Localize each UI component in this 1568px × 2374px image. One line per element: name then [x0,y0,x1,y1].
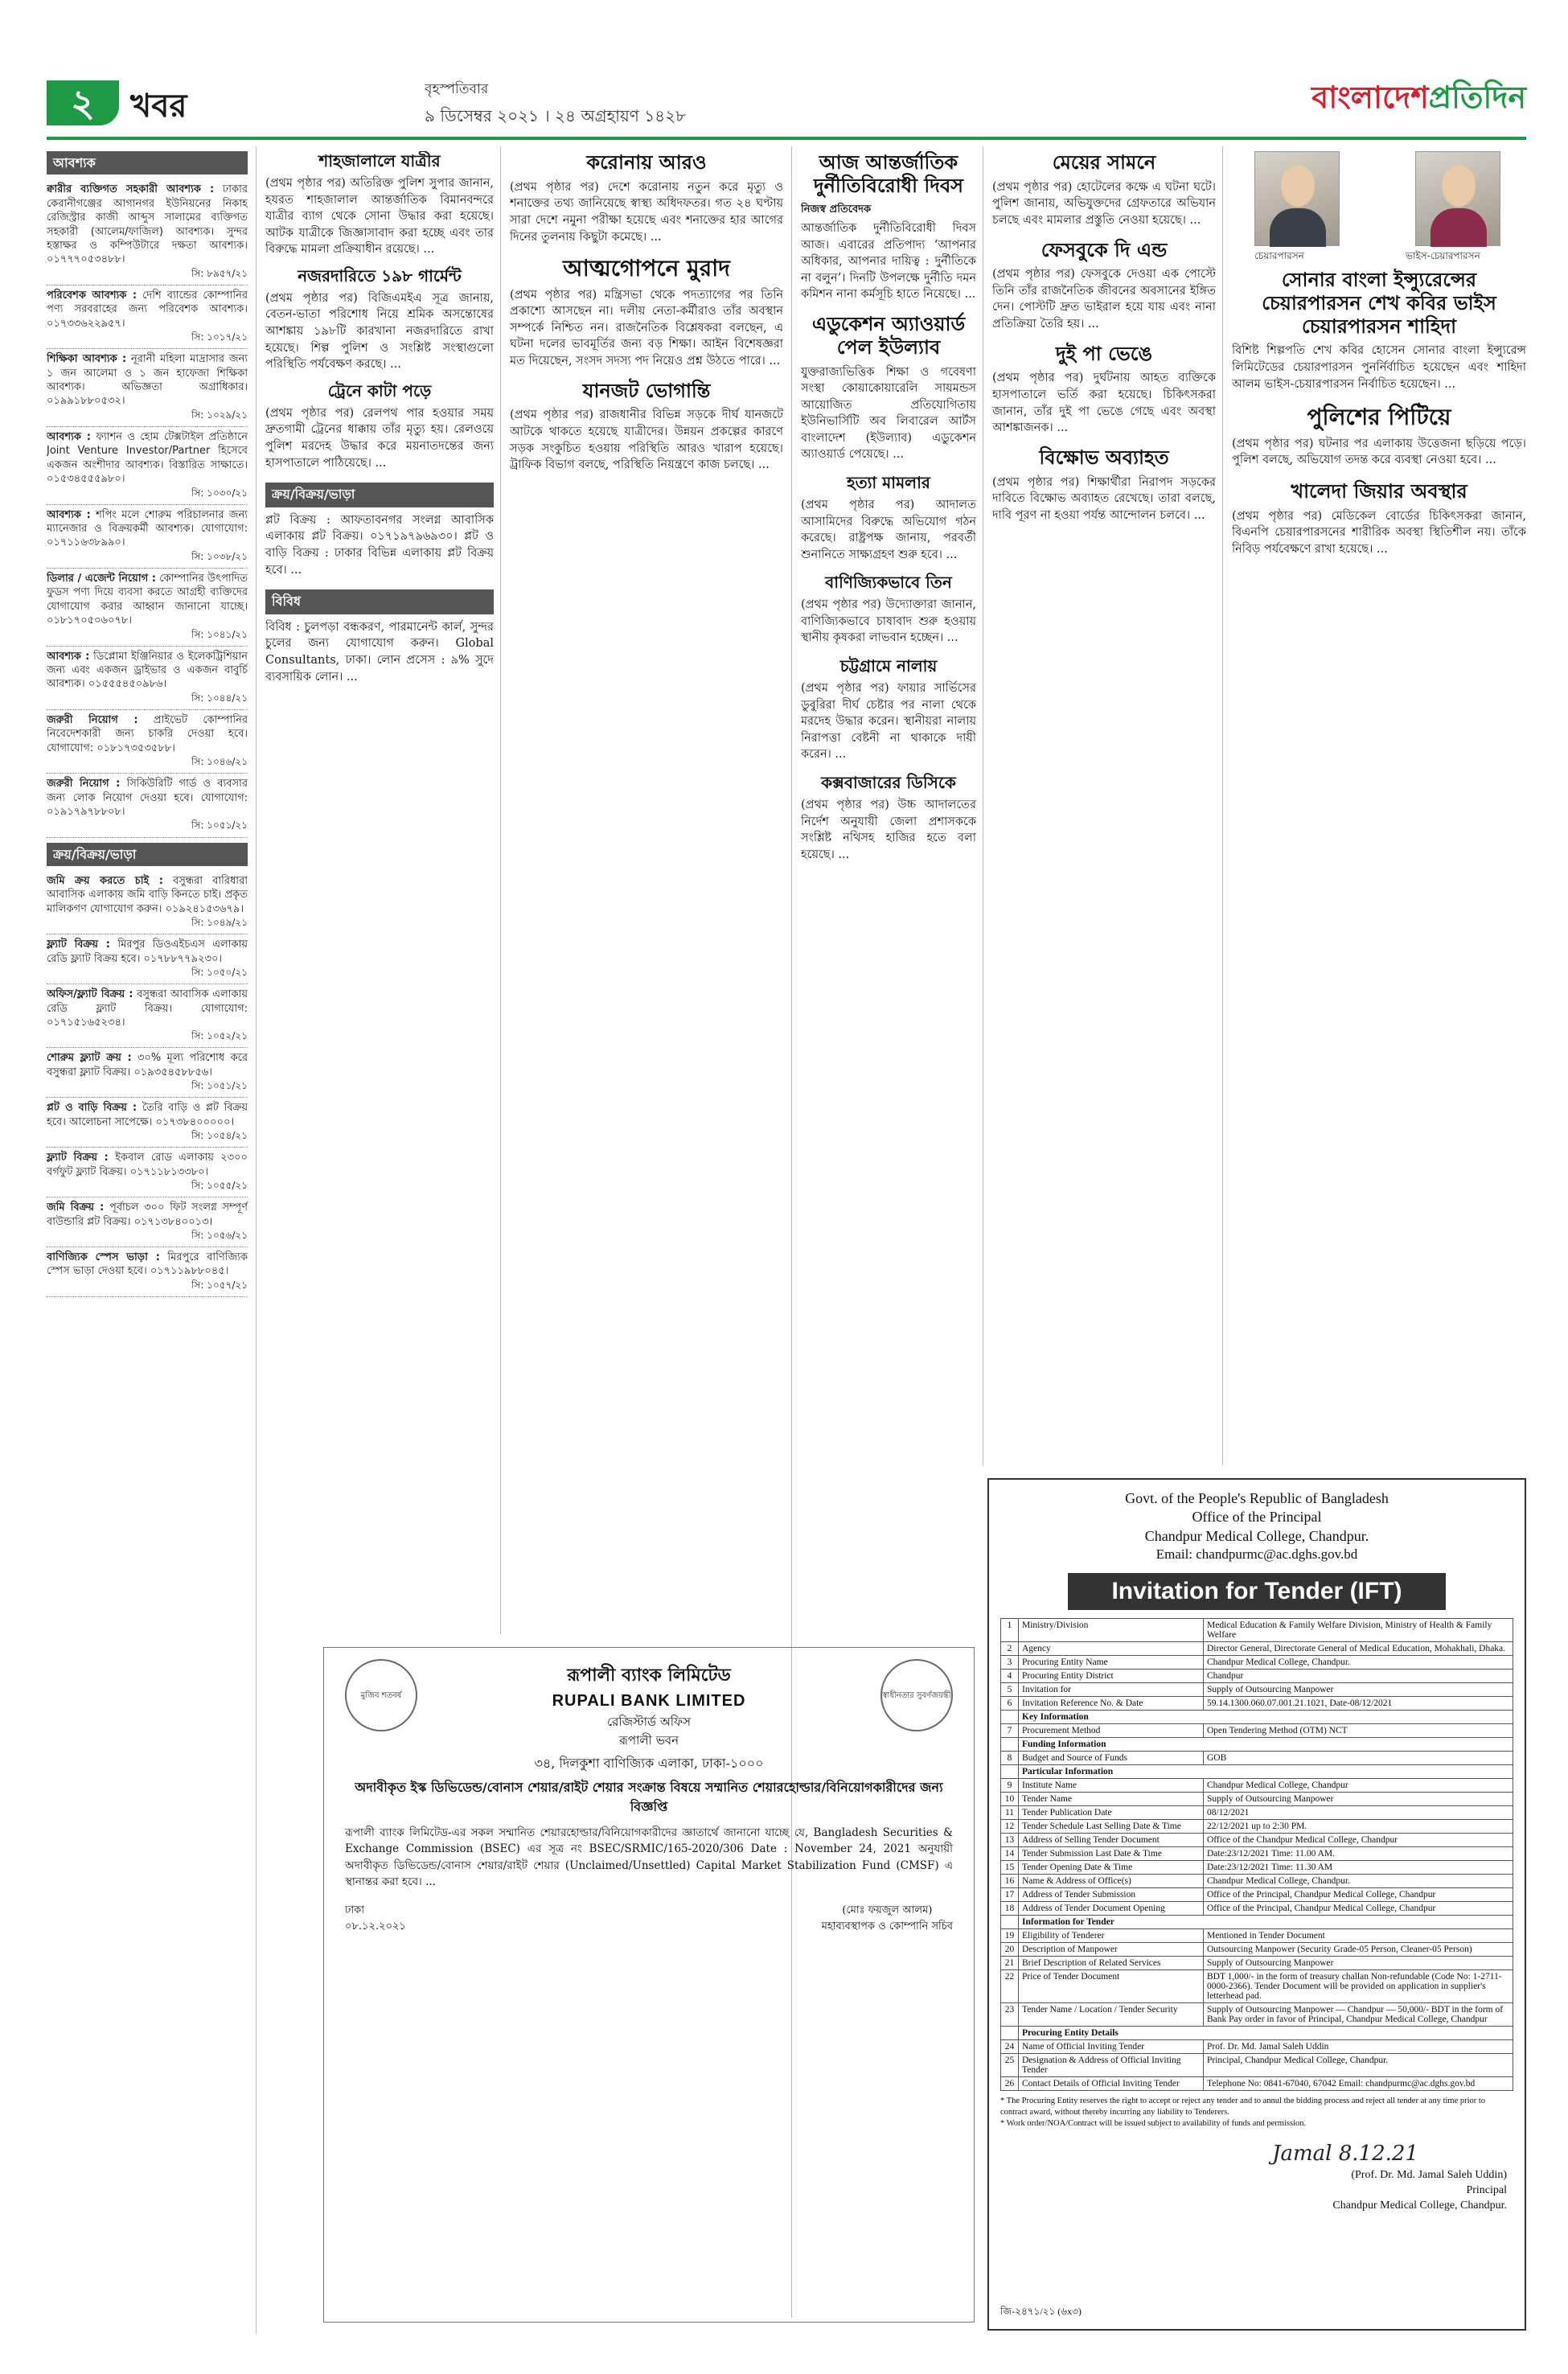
notice-signer-title: মহাব্যবস্থাপক ও কোম্পানি সচিব [821,1920,953,1932]
classified-code: সি: ১০৫৬/২১ [191,1229,248,1241]
tender-row-label: Procuring Entity Details [1019,2027,1513,2040]
classified-ad [47,1247,248,1297]
headline: বাণিজ্যিকভাবে তিন [825,573,952,593]
tender-row-value: Chandpur [1204,1670,1513,1683]
classified-code: সি: ১০৫১/২১ [191,819,248,832]
tender-row-value: Office of the Principal, Chandpur Medical College, Chandpur [1204,1888,1513,1902]
tender-row-value: Open Tendering Method (OTM) NCT [1204,1724,1513,1738]
tender-row-value: Principal, Chandpur Medical College, Chandpur. [1204,2054,1513,2077]
classified-ad [47,984,248,1048]
newspaper-logo [1311,74,1526,125]
classified-code: সি: ১০৫০/২১ [191,967,248,979]
column-6 [1232,269,1526,1470]
tender-row [1001,1806,1513,1820]
tender-row [1001,1619,1513,1642]
classified-code: সি: ১০৩৮/২১ [191,550,248,562]
tender-row-value: Office of the Chandpur Medical College, Chandpur [1204,1834,1513,1847]
classified-code: সি: ১০৩০/২১ [191,487,248,499]
headline: চট্টগ্রামে নালায় [839,656,938,676]
story-text: (প্রথম পৃষ্ঠার পর) ফেসবুকে দেওয়া এক পোস্টে তিনি তাঁর রাজনৈতিক জীবনের অবসানের ইঙ্গিত দেন। পোস্টটি দ্রুত ভাইরাল হয়ে যায় এবং নানা প্রতিক্রিয়া তৈরি হয়। ... [992,268,1216,331]
tender-row [1001,1847,1513,1861]
classified-lead: ফ্ল্যাট বিক্রয় : [47,939,111,951]
jubilee-seal-icon: স্বাধীনতার সুবর্ণজয়ন্তী [880,1659,953,1731]
tender-row-label: Name of Official Inviting Tender [1019,2040,1204,2054]
tender-row-number: 3 [1001,1656,1019,1670]
story-text: (প্রথম পৃষ্ঠার পর) অতিরিক্ত পুলিশ সুপার জানান, হযরত শাহজালাল আন্তর্জাতিক বিমানবন্দরে যাত্রীর ব্যাগ থেকে সোনা উদ্ধার করা হয়েছে। আটক যাত্রীকে জিজ্ঞাসাবাদ করা হচ্ছে এবং তার বিরুদ্ধে মামলা প্রক্রিয়াধীন রয়েছে। ... [265,177,494,257]
classified-lead: পরিবেশক আবশ্যক : [47,289,138,302]
email-line: Email: chandpurmc@ac.dghs.gov.bd [1155,1546,1358,1563]
classified-lead: আবশ্যক : [47,650,90,663]
story-text: (প্রথম পৃষ্ঠার পর) ফায়ার সার্ভিসের ডুবুরিরা দীর্ঘ চেষ্টার পর নালা থেকে মরদেহ উদ্ধার করেন। স্থানীয়রা নালায় নিরাপত্তা বেষ্টনী না থাকাকে দায়ী করেন। ... [801,682,976,762]
story-text: (প্রথম পৃষ্ঠার পর) হোটেলের কক্ষে এ ঘটনা ঘটে। পুলিশ জানায়, অভিযুক্তদের গ্রেফতারে অভিযান চলছে এবং মামলার প্রস্তুতি নেওয়া হয়েছে। ... [992,180,1216,227]
classified-text: তৈরি বাড়ি ও প্লট বিক্রয় হবে। আলোচনা সাপেক্ষে। ০১৭৩৮৪০০০০০। [47,1102,248,1128]
classified-ad [47,934,248,984]
tender-row [1001,1861,1513,1875]
story-text: (প্রথম পৃষ্ঠার পর) বিজিএমইএ সূত্র জানায়, বেতন-ভাতা পরিশোধ নিয়ে শ্রমিক অসন্তোষের আশঙ্কায় ১৯৮টি কারখানা নজরদারিতে রাখা হয়েছে। শিল্প পুলিশ ও সংশ্লিষ্ট সংস্থাগুলো পরিস্থিতি পর্যবেক্ষণ করছে। ... [265,291,494,372]
tender-row-value: 08/12/2021 [1204,1806,1513,1820]
bank-name-bn: রূপালী ব্যাংক লিমিটেড [567,1665,731,1686]
tender-row-number: 21 [1001,1957,1019,1970]
classified-lead: আবশ্যক : [47,430,91,443]
classified-text: পূর্বাচল ৩০০ ফিট সংলগ্ন সম্পূর্ণ বাউন্ডারি প্লট বিক্রয়। ০১৭১৩৮৪০০১৩। [47,1201,248,1228]
tender-row-label: Description of Manpower [1019,1943,1204,1957]
classified-ad [47,871,248,934]
tender-row-number: 8 [1001,1752,1019,1765]
column-4 [801,151,976,1631]
story-text: (প্রথম পৃষ্ঠার পর) শিক্ষার্থীরা নিরাপদ সড়কের দাবিতে বিক্ষোভ অব্যাহত রেখেছে। তারা বলছে, দাবি পূরণ না হওয়া পর্যন্ত আন্দোলন চলবে। ... [992,475,1216,522]
classified-code: সি: ১০৫৫/২১ [191,1180,248,1192]
story-text: আন্তর্জাতিক দুর্নীতিবিরোধী দিবস আজ। এবারের প্রতিপাদ্য ‘আপনার অধিকার, আপনার দায়িত্ব : দুর্নীতিকে না বলুন’। দিনটি উপলক্ষে দুর্নীতি দমন কমিশন নানা কর্মসূচি হাতে নিয়েছে। ... [801,222,976,302]
tender-row-value: BDT 1,000/- in the form of treasury challan Non-refundable (Code No: 1-2711-0000-2366). Tender Document will be provided on application in supplier's letterhead pad. [1204,1970,1513,2003]
classified-text: প্রাইভেট কোম্পানির নিবেদেশকারী জন্য চাকরি দেওয়া হবে। যোগাযোগ: ০১৮১৭৩৫৩৫৮৮। [47,713,248,754]
tender-row-number: 18 [1001,1902,1019,1916]
classified-text: বসুন্ধরা বারিধারা আবাসিক এলাকায় জমি বাড়ি কিনতে চাই। প্রকৃত মালিকগণ যোগাযোগ করুন। ০১৯২৪১৫৩৬৭৯। [47,874,248,915]
tender-row-number: 13 [1001,1834,1019,1847]
signature-block [1000,2140,1513,2214]
tender-row [1001,1957,1513,1970]
classified-code: সি: ১০৪১/২১ [191,628,248,640]
classified-text: মিরপুর ডিওএইচএস এলাকায় রেডি ফ্ল্যাট বিক্রয় হবে। ০১৭৮৮৭৭৯২৩০। [47,939,248,965]
tender-row-number: 1 [1001,1619,1019,1642]
classified-text: নূরানী মহিলা মাদ্রাসার জন্য ১ জন আলেমা ও ১ জন হাফেজা শিক্ষিকা আবশ্যক। অভিজ্ঞতা অগ্রাধিকার। ০১৯৯১৮৮০৫৩২। [47,353,248,408]
classified-ad [47,1098,248,1148]
tender-row-value: Outsourcing Manpower (Security Grade-05 Person, Cleaner-05 Person) [1204,1943,1513,1957]
tender-row [1001,1670,1513,1683]
tender-row-label: Information for Tender [1019,1916,1513,1929]
tender-row-value: 59.14.1300.060.07.001.21.1021, Date-08/12/2021 [1204,1697,1513,1711]
tender-row-label: Invitation for [1019,1683,1204,1697]
tender-note: * The Procuring Entity reserves the right to accept or reject any tender and to annul the bidding process and reject all tender at any time prior to contract award, without thereby incurring any liability to Tenderers. [1000,2097,1486,2117]
tender-row [1001,1793,1513,1806]
classified-list [47,179,248,837]
bank-notice [323,1647,975,2323]
headline: আজ আন্তর্জাতিক দুর্নীতিবিরোধী দিবস [813,151,964,197]
signer-title: Principal [1466,2184,1507,2197]
column-divider [256,146,257,2334]
notice-date: ০৮.১২.২০২১ [345,1920,406,1932]
tender-row-label: Tender Schedule Last Selling Date & Time [1019,1820,1204,1834]
story-text: যুক্তরাজ্যভিত্তিক শিক্ষা ও গবেষণা সংস্থা কোয়াকোয়ারেলি সায়মন্ডস আয়োজিত প্রতিযোগিতায় ইউনিভার্সিটি অব লিবারেল আর্টস বাংলাদেশ (ইউল্যাব) এডুকেশন অ্যাওয়ার্ড পেয়েছে। ... [801,365,976,462]
bank-address: ৩৪, দিলকুশা বাণিজ্যিক এলাকা, ঢাকা-১০০০ [534,1756,764,1771]
tender-row-number: 19 [1001,1929,1019,1943]
headline: পুলিশের পিটিয়ে [1307,404,1451,431]
tender-row [1001,1902,1513,1916]
signature-icon: Jamal 8.12.21 [1272,2142,1418,2167]
headline: কক্সবাজারের ডিসিকে [821,772,956,792]
headline: শাহজালালে যাত্রীর [318,151,441,170]
column-divider [500,146,501,1634]
column-3 [510,151,783,1631]
tender-row-number: 17 [1001,1888,1019,1902]
tender-row-label: Budget and Source of Funds [1019,1752,1204,1765]
tender-row-value: Prof. Dr. Md. Jamal Saleh Uddin [1204,2040,1513,2054]
photo-caption: ভাইস-চেয়ারপারসন [1406,250,1480,261]
tender-row-number: 2 [1001,1642,1019,1656]
classified-code: সি: ১০৫৭/২১ [191,1279,248,1291]
notice-signer: (মোঃ ফয়জুল আলম) [842,1904,933,1916]
classified-code: সি: ৮৯৫৭/২১ [191,267,248,279]
classified-ad [47,179,248,285]
tender-row-label: Tender Publication Date [1019,1806,1204,1820]
classified-ad [47,1148,248,1197]
tender-row-number: 9 [1001,1779,1019,1793]
masthead [47,74,1526,130]
column-divider [1222,146,1223,1465]
tender-row-value: Office of the Principal, Chandpur Medical College, Chandpur [1204,1902,1513,1916]
tender-row [1001,1970,1513,2003]
tender-row-number: 4 [1001,1670,1019,1683]
story-text: (প্রথম পৃষ্ঠার পর) মেডিকেল বোর্ডের চিকিৎসকরা জানান, বিএনপি চেয়ারপারসনের শারীরিক অবস্থা স্থিতিশীল নয়। তাঁকে নিবিড় পর্যবেক্ষণে রাখা হয়েছে। ... [1232,509,1526,556]
dateline-day: বৃহস্পতিবার [425,81,489,97]
tender-row-number: 26 [1001,2077,1019,2091]
classified-text: ফ্যাশন ও হোম টেক্সটাইল প্রতিষ্ঠানে Joint Venture Investor/Partner হিসেবে একজন অংশীদার আবশ্যক। বিস্তারিত সাক্ষাতে। ০১৫৩৪৫৫৫৯৮০। [47,430,248,486]
notice-place: ঢাকা [345,1904,364,1916]
classified-text: শপিং মলে শোরুম পরিচালনার জন্য ম্যানেজার ও বিক্রয়কর্মী আবশ্যক। যোগাযোগ: ০১৭১১৬৩৮৯৯০। [47,508,248,549]
classified-lead: জমি বিক্রয় : [47,1201,105,1214]
column-2 [265,151,494,1486]
tender-row-value: Supply of Outsourcing Manpower [1204,1683,1513,1697]
classified-lead: ক্বারীর ব্যক্তিগত সহকারী আবশ্যক : [47,183,215,196]
tender-row-value: Supply of Outsourcing Manpower [1204,1793,1513,1806]
tender-row [1001,1888,1513,1902]
tender-row-number [1001,1711,1019,1724]
classified-heading: আবশ্যক [47,151,248,175]
tender-row-label: Procuring Entity District [1019,1670,1204,1683]
headline: এডুকেশন অ্যাওয়ার্ড পেল ইউল্যাব [811,311,966,359]
tender-row-value: Chandpur Medical College, Chandpur [1204,1779,1513,1793]
story-text: (প্রথম পৃষ্ঠার পর) রেলপথ পার হওয়ার সময় দ্রুতগামী ট্রেনের ধাক্কায় তাঁর মৃত্যু হয়। রেলওয়ে পুলিশ মরদেহ উদ্ধার করে ময়নাতদন্তের জন্য হাসপাতালে পাঠিয়েছে। ... [265,406,494,470]
classified-text: দেশি ব্যান্ডের কোম্পানির পণ্য সরবরাহের জন্য পরিবেশক আবশ্যক। ০১৭৩৩৬২২৯৫৭। [47,289,248,330]
tender-row-value: 22/12/2021 up to 2:30 PM. [1204,1820,1513,1834]
tender-row-label: Tender Submission Last Date & Time [1019,1847,1204,1861]
tender-row [1001,1697,1513,1711]
ad-code: জি-২৪৭১/২১ (৬x৩) [1000,2306,1082,2317]
classified-ad [47,427,248,505]
headline: আত্মগোপনে মুরাদ [563,255,730,282]
tender-row-number: 24 [1001,2040,1019,2054]
story-text: (প্রথম পৃষ্ঠার পর) রাজধানীর বিভিন্ন সড়কে দীর্ঘ যানজটে আটকে থাকতে হয়েছে যাত্রীদের। উন্নয়ন প্রকল্পের কারণে সড়ক সংকুচিত হওয়ায় পরিস্থিতি আরও খারাপ হয়েছে। ট্রাফিক বিভাগ বলছে, পরিস্থিতি নিয়ন্ত্রণে কাজ চলছে। ... [510,409,783,472]
classified-ad [47,1048,248,1098]
tender-row-number: 20 [1001,1943,1019,1957]
classified-ad [47,1197,248,1247]
tender-notice [987,1478,1526,2331]
classified-lead: প্লট ও বাড়ি বিক্রয় : [47,1102,138,1115]
tender-row-label: Designation & Address of Official Inviting Tender [1019,2054,1204,2077]
tender-title: Invitation for Tender (IFT) [1068,1573,1446,1610]
headline: সোনার বাংলা ইন্স্যুরেন্সের চেয়ারপারসন শেখ কবির ভাইস চেয়ারপারসন শাহিদা [1262,269,1496,338]
classified-lead: ডিলার / এজেন্ট নিয়োগ : [47,572,156,585]
dateline [425,79,686,131]
page-number: ২ [47,80,119,125]
headline: দুই পা ভেঙে [1056,341,1152,365]
tender-row-number: 5 [1001,1683,1019,1697]
classified-text: সিকিউরিটি গার্ড ও ব্যবসার জন্য লোক নিয়োগ দেওয়া হবে। যোগাযোগ: ০১৯১৭৯৭৮৮০৮। [47,778,248,819]
classified-text: ঢাকার কেরানীগঞ্জের আগানগর ইউনিয়নের নিকাহ রেজিস্ট্রার কাজী আব্দুস সালামের ব্যক্তিগত সহকারী (আলেম/ফাজিল) আবশ্যক। সুন্দর হস্তাক্ষর ও কম্পিউটারে দক্ষতা আবশ্যক। ০১৭৭৭০৫৩৪৮৮। [47,183,248,266]
gov-line: Govt. of the People's Republic of Bangladesh [1125,1490,1389,1506]
headline: মেয়ের সামনে [1052,151,1156,174]
column-5 [992,151,1216,1470]
tender-row [1001,1916,1513,1929]
headline: খালেদা জিয়ার অবস্থার [1291,478,1467,503]
tender-row-label: Procurement Method [1019,1724,1204,1738]
classified-text: ডিপ্লোমা ইঞ্জিনিয়ার ও ইলেকট্রিশিয়ান জন্য এবং একজন ড্রাইভার ও একজন বাবুর্চি আবশ্যক। ০১৫৫৫৪৫০৯৮৬। [47,650,248,691]
tender-row-value: GOB [1204,1752,1513,1765]
classified-text: ইকবাল রোড এলাকায় ২৩০০ বর্গফুট ফ্ল্যাট বিক্রয়। ০১৭১১৮১৩৩৮০। [47,1152,248,1178]
tender-row-label: Address of Selling Tender Document [1019,1834,1204,1847]
story-text: (প্রথম পৃষ্ঠার পর) দেশে করোনায় নতুন করে মৃত্যু ও শনাক্তের তথ্য জানিয়েছে স্বাস্থ্য অধিদফতর। গত ২৪ ঘণ্টায় সারা দেশে নমুনা পরীক্ষা হয়েছে এবং শনাক্তের হার আগের দিনের তুলনায় কিছুটা কমেছে। ... [510,180,783,244]
tender-row-value: Supply of Outsourcing Manpower — Chandpur — 50,000/- BDT in the form of Bank Pay order in favor of Principal, Chandpur Medical College, Chandpur [1204,2003,1513,2027]
tender-row-number: 12 [1001,1820,1019,1834]
tender-row-label: Contact Details of Official Inviting Tender [1019,2077,1204,2091]
classified-code: সি: ১০১৭/২১ [191,331,248,343]
classified-code: সি: ১০৪৯/২১ [191,917,248,929]
classified-heading: ক্রয়/বিক্রয়/ভাড়া [47,843,248,866]
tender-row [1001,2003,1513,2027]
tender-row [1001,1820,1513,1834]
tender-row-number: 14 [1001,1847,1019,1861]
college-line: Chandpur Medical College, Chandpur. [1144,1527,1369,1544]
classifieds-column [47,146,248,2334]
tender-row [1001,1875,1513,1888]
tender-row-value: Director General, Directorate General of Medical Education, Mohakhali, Dhaka. [1204,1642,1513,1656]
tender-row [1001,1724,1513,1738]
story-text: (প্রথম পৃষ্ঠার পর) উদ্যোক্তারা জানান, বাণিজ্যিকভাবে চাষাবাদ শুরু হওয়ায় স্থানীয় কৃষকরা লাভবান হচ্ছেন। ... [801,598,976,645]
tender-row-number: 11 [1001,1806,1019,1820]
tender-row [1001,1765,1513,1779]
classified-list [47,871,248,1297]
classified-ad [47,774,248,837]
tender-row-number: 7 [1001,1724,1019,1738]
classified-ad [47,569,248,647]
classified-code: সি: ১০৪৪/২১ [191,692,248,704]
tender-note: * Work order/NOA/Contract will be issued subject to availability of funds and permission. [1000,2118,1307,2128]
tender-row-label: Procuring Entity Name [1019,1656,1204,1670]
classified-text: ৩০% মূল্য পরিশোধ করে বসুন্ধরা ফ্ল্যাট বিক্রয়। ০১৯৩৫৪৫৮৮৫৬। [47,1052,248,1078]
tender-row [1001,1752,1513,1765]
classified-lead: আবশ্যক : [47,508,91,521]
tender-row-number [1001,1738,1019,1752]
tender-row-label: Eligibility of Tenderer [1019,1929,1204,1943]
tender-row-number: 6 [1001,1697,1019,1711]
classified-ad [47,710,248,774]
logo-suffix: প্রতিদিন [1428,79,1526,115]
classified-lead: জরুরী নিয়োগ : [47,713,138,726]
tender-row-label: Particular Information [1019,1765,1513,1779]
tender-row-value: Telephone No: 0841-67040, 67042 Email: chandpurmc@ac.dghs.gov.bd [1204,2077,1513,2091]
headline: ফেসবুকে দি এন্ড [1041,237,1168,261]
notice-body: রূপালী ব্যাংক লিমিটেড-এর সকল সম্মানিত শেয়ারহোল্ডার/বিনিয়োগকারীদের জ্ঞাতার্থে জানানো যাচ্ছে যে, Bangladesh Securities & Exchange Commission (BSEC) এর সূত্র নং BSEC/SRMIC/165-2020/306 Date : November 24, 2021 অনুযায়ী অদাবীকৃত ডিভিডেন্ড/বোনাস শেয়ার/রাইট শেয়ার (Unclaimed/Unsettled) Capital Market Stabilization Fund (CMSF) এ স্থানান্তর করা হবে। ... [345,1826,953,1888]
tender-row-label: Name & Address of Office(s) [1019,1875,1204,1888]
headline: করোনায় আরও [586,151,707,174]
story-text: বিশিষ্ট শিল্পপতি শেখ কবির হোসেন সোনার বাংলা ইন্স্যুরেন্স লিমিটেডের চেয়ারপারসন পুনর্নির্বাচিত হয়েছেন এবং শাহিদা আলম ভাইস-চেয়ারপারসন নির্বাচিত হয়েছেন। ... [1232,344,1526,391]
tender-row-value: Chandpur Medical College, Chandpur. [1204,1875,1513,1888]
masthead-rule [47,137,1526,140]
tender-row-number: 22 [1001,1970,1019,2003]
tender-row-label: Ministry/Division [1019,1619,1204,1642]
tender-row [1001,1929,1513,1943]
tender-row-value: Chandpur Medical College, Chandpur. [1204,1656,1513,1670]
mujib-seal-icon: মুজিব শতবর্ষ [345,1659,417,1731]
bank-building: রূপালী ভবন [618,1732,679,1748]
chairperson-photo [1254,151,1340,246]
classified-lead: অফিস/ফ্ল্যাট বিক্রয় : [47,988,133,1001]
signer-name: (Prof. Dr. Md. Jamal Saleh Uddin) [1351,2169,1507,2182]
bank-name-en: RUPALI BANK LIMITED [552,1692,746,1710]
classified-lead: ফ্ল্যাট বিক্রয় : [47,1152,109,1164]
tender-row-value: Date:23/12/2021 Time: 11.00 AM. [1204,1847,1513,1861]
tender-row [1001,2027,1513,2040]
classified-code: সি: ১০৫৪/২১ [191,1130,248,1142]
classified-ad [47,349,248,427]
tender-row-value: Medical Education & Family Welfare Division, Ministry of Health & Family Welfare [1204,1619,1513,1642]
classified-lead: বাণিজ্যিক স্পেস ভাড়া : [47,1251,160,1264]
classified-code: সি: ১০৫১/২১ [191,1080,248,1092]
classified-text: বসুন্ধরা আবাসিক এলাকায় রেডি ফ্ল্যাট বিক্রয়। যোগাযোগ: ০১৭১৫১৬৫২৩৪। [47,988,248,1029]
tender-row-label: Price of Tender Document [1019,1970,1204,2003]
tender-row-label: Invitation Reference No. & Date [1019,1697,1204,1711]
classified-lead: জরুরী নিয়োগ : [47,778,121,791]
tender-row-value: Supply of Outsourcing Manpower [1204,1957,1513,1970]
tender-row-label: Key Information [1019,1711,1513,1724]
tender-row [1001,1683,1513,1697]
notice-title: অদাবীকৃত ইস্ক ডিভিডেন্ড/বোনাস শেয়ার/রাইট শেয়ার সংক্রান্ত বিষয়ে সম্মানিত শেয়ারহোল্ডার/বিনিয়োগকারীদের জন্য বিজ্ঞপ্তি [355,1780,943,1814]
classified-code: সি: ১০২৯/২১ [191,409,248,421]
signer-college: Chandpur Medical College, Chandpur. [1332,2199,1507,2212]
bank-office: রেজিস্টার্ড অফিস [607,1715,691,1729]
byline: নিজস্ব প্রতিবেদক [801,203,872,216]
logo-prefix: বাংলাদেশ [1311,79,1429,115]
classified-ad [47,285,248,349]
classified-text: বিবিধ : চুলপড়া বন্ধকরণ, পারমানেন্ট কার্ল, সুন্দর চুলের জন্য যোগাযোগ করুন। Global Consultants, ঢাকা। লোন প্রসেস : ৯% সুদে ব্যবসায়িক লোন। ... [265,620,494,684]
tender-row-label: Institute Name [1019,1779,1204,1793]
section-name: খবর [130,87,187,125]
tender-row [1001,1943,1513,1957]
classified-lead: শিক্ষিকা আবশ্যক : [47,353,127,366]
classified-heading: ক্রয়/বিক্রয়/ভাড়া [265,483,494,507]
tender-row [1001,2054,1513,2077]
tender-row-number [1001,2027,1019,2040]
story-text: (প্রথম পৃষ্ঠার পর) উচ্চ আদালতের নির্দেশ অনুযায়ী জেলা প্রশাসককে সংশ্লিষ্ট নথিসহ হাজির হতে বলা হয়েছে। ... [801,798,976,861]
classified-lead: শোরুম ফ্ল্যাট ক্রয় : [47,1052,132,1065]
classified-text: প্লট বিক্রয় : আফতাবনগর সংলগ্ন আবাসিক এলাকায় প্লট বিক্রয়। ০১৭১৯৭৯৬৯৩০। প্লট ও বাড়ি বিক্রয় : ঢাকার বিভিন্ন এলাকায় প্লট বিক্রয় হবে। ... [265,513,494,577]
tender-row [1001,1642,1513,1656]
tender-row-number: 25 [1001,2054,1019,2077]
tender-row-label: Funding Information [1019,1738,1513,1752]
tender-row [1001,2077,1513,2091]
classified-text: কোম্পানির উৎপাদিত ফুডস পণ্য দিয়ে ব্যবসা করতে আগ্রহী ব্যক্তিদের যোগাযোগ করার আহ্বান জানানো যাচ্ছে। ০১৮১৭০৫০৬০৭৮। [47,572,248,627]
tender-row-number: 23 [1001,2003,1019,2027]
tender-row [1001,1779,1513,1793]
classified-text: মিরপুরে বাণিজ্যিক স্পেস ভাড়া দেওয়া হবে। ০১৭১১৯৮৮০৪৫। [47,1251,248,1278]
tender-row [1001,1711,1513,1724]
classified-ad [47,647,248,710]
tender-row-label: Tender Opening Date & Time [1019,1861,1204,1875]
tender-row-label: Address of Tender Document Opening [1019,1902,1204,1916]
classified-code: সি: ১০৪৬/২১ [191,756,248,768]
vice-chairperson-photo [1415,151,1500,246]
tender-row [1001,2040,1513,2054]
story-text: (প্রথম পৃষ্ঠার পর) মন্ত্রিসভা থেকে পদত্যাগের পর তিনি প্রকাশ্যে আসছেন না। দলীয় নেতা-কর্মীরাও তাঁর অবস্থান সম্পর্কে নিশ্চিত নন। রাজনৈতিক বিশ্লেষকরা বলছেন, এ ঘটনা দলের ভাবমূর্তির জন্য বড় শিক্ষা। আইন বিশেষজ্ঞরা মত দিয়েছেন, সংসদ সদস্য পদ নিয়েও প্রশ্ন উঠতে পারে। ... [510,288,783,368]
tender-row [1001,1834,1513,1847]
headline: বিক্ষোভ অব্যাহত [1039,445,1169,469]
headline: নজরদারিতে ১৯৮ গার্মেন্ট [298,265,462,285]
photo-caption: চেয়ারপারসন [1254,250,1304,261]
classified-ad [47,505,248,569]
story-text: (প্রথম পৃষ্ঠার পর) ঘটনার পর এলাকায় উত্তেজনা ছড়িয়ে পড়ে। পুলিশ বলছে, অভিযোগ তদন্ত করে ব্যবস্থা নেওয়া হবে। ... [1232,437,1526,467]
tender-row-label: Tender Name [1019,1793,1204,1806]
headline: যানজট ভোগান্তি [582,378,711,402]
tender-row-number: 10 [1001,1793,1019,1806]
tender-row-value: Date:23/12/2021 Time: 11.30 AM [1204,1861,1513,1875]
story-text: (প্রথম পৃষ্ঠার পর) আদালত আসামিদের বিরুদ্ধে অভিযোগ গঠন করেছে। রাষ্ট্রপক্ষ জানায়, পরবর্তী শুনানিতে সাক্ষ্যগ্রহণ শুরু হবে। ... [801,499,976,561]
tender-row-number [1001,1765,1019,1779]
dateline-date: ৯ ডিসেম্বর ২০২১ । ২৪ অগ্রহায়ণ ১৪২৮ [425,106,687,125]
tender-row-number: 15 [1001,1861,1019,1875]
tender-row-label: Tender Name / Location / Tender Security [1019,2003,1204,2027]
tender-row [1001,1656,1513,1670]
tender-row-number: 16 [1001,1875,1019,1888]
tender-row-number [1001,1916,1019,1929]
headline: ট্রেনে কাটা পড়ে [327,380,432,400]
tender-row-label: Agency [1019,1642,1204,1656]
office-line: Office of the Principal [1192,1509,1322,1526]
classified-code: সি: ১০৫২/২১ [191,1030,248,1042]
tender-row-label: Brief Description of Related Services [1019,1957,1204,1970]
classified-lead: জমি ক্রয় করতে চাই : [47,874,163,887]
tender-table [1000,1618,1513,2091]
classified-heading: বিবিধ [265,589,494,614]
tender-row-value: Mentioned in Tender Document [1204,1929,1513,1943]
tender-row-label: Address of Tender Submission [1019,1888,1204,1902]
headline: হত্যা মামলার [847,473,930,492]
tender-row [1001,1738,1513,1752]
story-text: (প্রথম পৃষ্ঠার পর) দুর্ঘটনায় আহত ব্যক্তিকে হাসপাতালে ভর্তি করা হয়েছে। চিকিৎসকরা জানান, তাঁর দুই পা ভেঙে গেছে এবং অবস্থা আশঙ্কাজনক। ... [992,372,1216,435]
